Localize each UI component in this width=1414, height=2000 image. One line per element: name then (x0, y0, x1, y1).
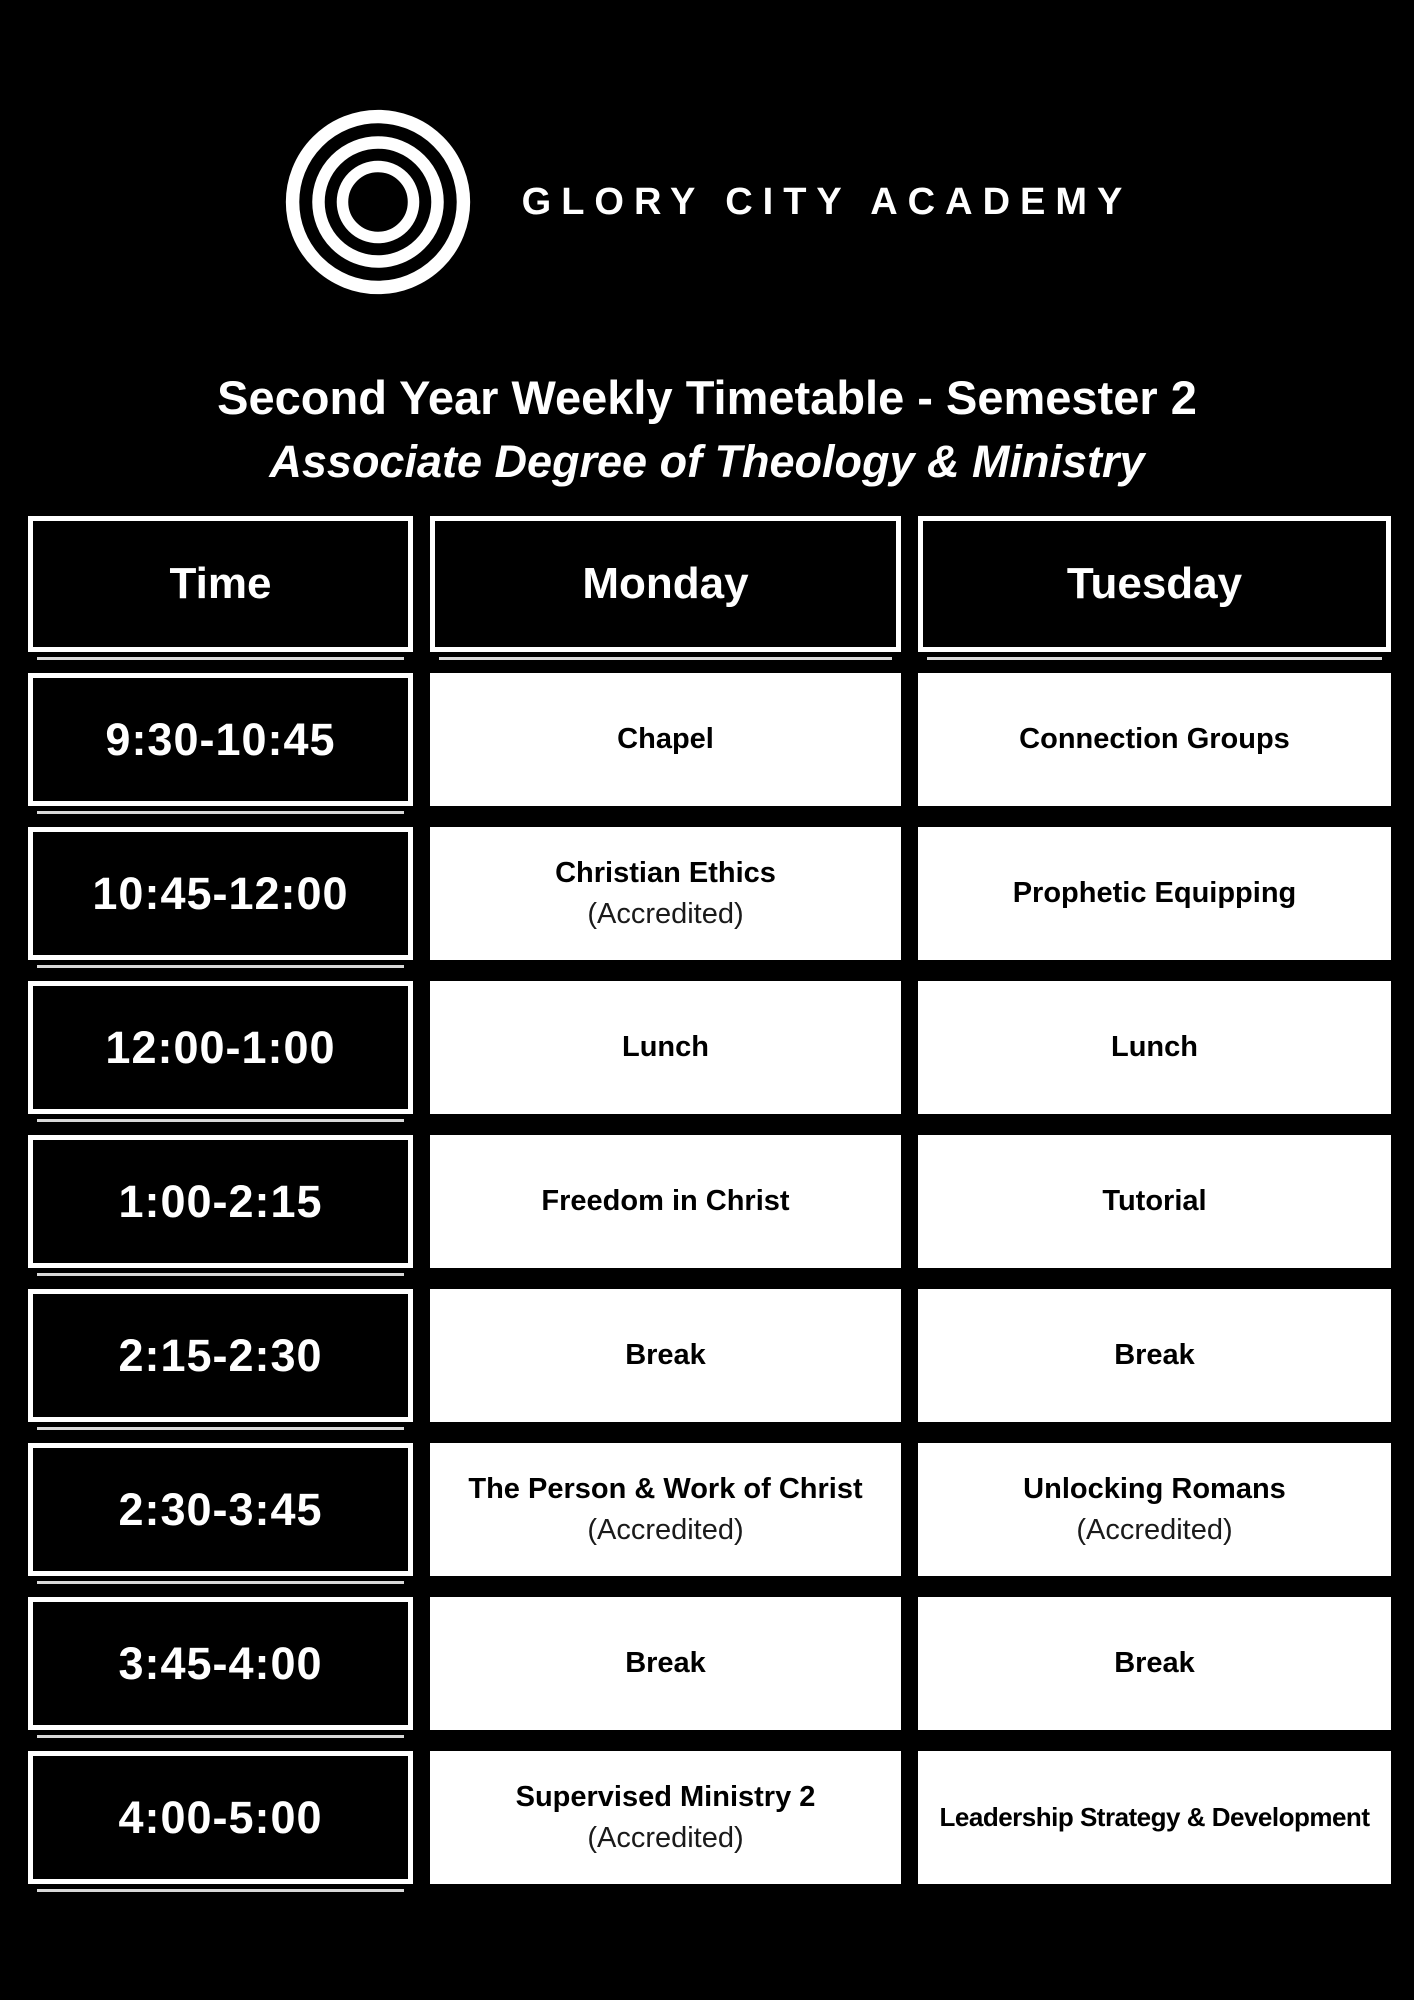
tuesday-cell (918, 1289, 1391, 1422)
column-header-time: Time (28, 516, 413, 652)
course-note: (Accredited) (587, 1513, 744, 1546)
brand-name: GLORY CITY ACADEMY (521, 180, 1133, 223)
course-title: Break (625, 1647, 706, 1679)
course-title: Connection Groups (1019, 723, 1290, 755)
column-header-monday: Monday (430, 516, 901, 652)
tuesday-cell (918, 1597, 1391, 1730)
time-cell: 9:30-10:45 (28, 673, 413, 806)
time-cell: 1:00-2:15 (28, 1135, 413, 1268)
time-cell: 3:45-4:00 (28, 1597, 413, 1730)
tuesday-cell (918, 1135, 1391, 1268)
time-cell: 2:30-3:45 (28, 1443, 413, 1576)
monday-cell (430, 673, 901, 806)
course-title: Break (1114, 1339, 1195, 1371)
course-title: Supervised Ministry 2 (515, 1780, 816, 1813)
course-title: Unlocking Romans (1023, 1472, 1286, 1505)
course-title: Break (625, 1339, 706, 1371)
monday-cell (430, 1289, 901, 1422)
monday-cell (430, 1751, 901, 1884)
course-note: (Accredited) (587, 1821, 744, 1854)
course-note: (Accredited) (587, 897, 744, 930)
time-cell: 2:15-2:30 (28, 1289, 413, 1422)
page-subtitle: Associate Degree of Theology & Ministry (269, 436, 1145, 487)
course-title: Break (1114, 1647, 1195, 1679)
course-title: Chapel (617, 723, 714, 755)
course-title: Lunch (622, 1031, 709, 1063)
tuesday-cell (918, 673, 1391, 806)
course-title: The Person & Work of Christ (468, 1472, 863, 1505)
time-cell: 4:00-5:00 (28, 1751, 413, 1884)
tuesday-cell (918, 1443, 1391, 1576)
course-title: Tutorial (1102, 1185, 1207, 1217)
course-title: Christian Ethics (555, 856, 776, 889)
tuesday-cell (918, 1751, 1391, 1884)
course-note: (Accredited) (1076, 1513, 1233, 1546)
monday-cell (430, 1443, 901, 1576)
page-title: Second Year Weekly Timetable - Semester 2 (217, 371, 1197, 424)
concentric-circles-icon (282, 106, 474, 298)
brand-header (0, 0, 1414, 298)
monday-cell (430, 1597, 901, 1730)
course-title: Prophetic Equipping (1012, 877, 1297, 909)
tuesday-cell (918, 827, 1391, 960)
tuesday-cell (918, 981, 1391, 1114)
column-header-tuesday: Tuesday (918, 516, 1391, 652)
timetable-grid (28, 516, 1391, 1884)
monday-cell (430, 1135, 901, 1268)
course-title: Freedom in Christ (541, 1185, 790, 1217)
time-cell: 10:45-12:00 (28, 827, 413, 960)
course-title: Lunch (1111, 1031, 1198, 1063)
monday-cell (430, 981, 901, 1114)
monday-cell (430, 827, 901, 960)
course-title: Leadership Strategy & Development (939, 1802, 1370, 1832)
time-cell: 12:00-1:00 (28, 981, 413, 1114)
